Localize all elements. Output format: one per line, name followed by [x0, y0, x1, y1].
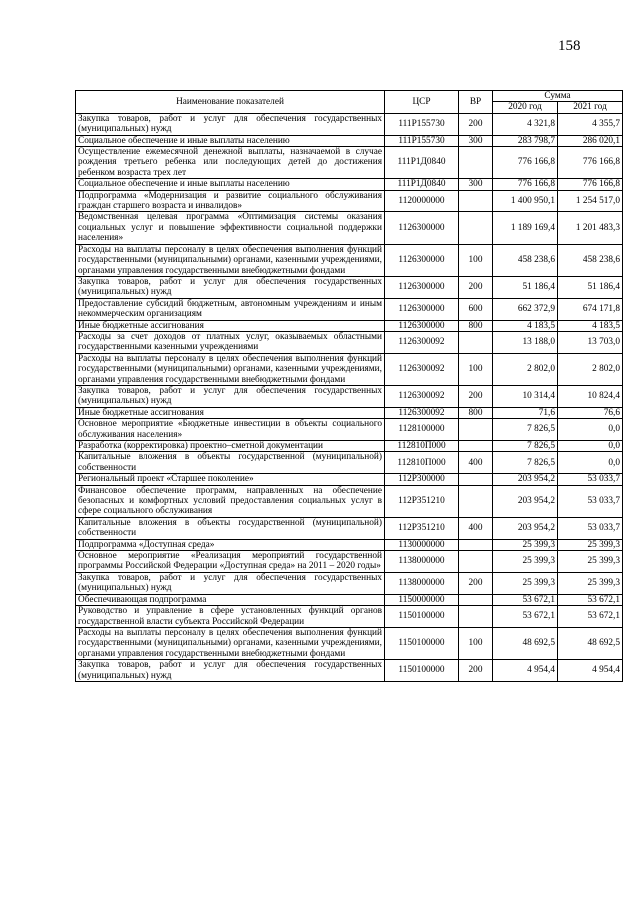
row-csr: 112P351210	[385, 517, 459, 539]
row-vr: 800	[459, 407, 493, 418]
header-csr: ЦСР	[385, 91, 459, 114]
table-row	[76, 147, 623, 179]
row-sum-2020: 7 826,5	[493, 441, 558, 452]
table-body	[76, 113, 623, 681]
row-sum-2021: 4 355,7	[558, 113, 623, 135]
header-year-2021: 2021 год	[558, 102, 623, 113]
table-row	[76, 385, 623, 407]
row-name: Расходы на выплаты персоналу в целях обеспечения выполнения функций государственными (муниципальными) органами, казенными учреждениями, органами управления государственными внебюджетными фондами	[76, 244, 385, 276]
row-sum-2021: 286 020,1	[558, 135, 623, 146]
row-name: Закупка товаров, работ и услуг для обеспечения государственных (муниципальных) нужд	[76, 385, 385, 407]
row-vr	[459, 419, 493, 441]
row-csr: 1126300092	[385, 353, 459, 385]
row-sum-2021: 674 171,8	[558, 298, 623, 320]
row-csr: 1150000000	[385, 594, 459, 605]
table-row	[76, 485, 623, 517]
row-sum-2021: 51 186,4	[558, 276, 623, 298]
table-row	[76, 474, 623, 485]
row-name: Иные бюджетные ассигнования	[76, 407, 385, 418]
row-name: Ведомственная целевая программа «Оптимизация системы оказания социальных услуг и повышение эффективности социальной поддержки населения»	[76, 212, 385, 244]
table-row	[76, 244, 623, 276]
row-sum-2020: 10 314,4	[493, 385, 558, 407]
row-sum-2020: 25 399,3	[493, 551, 558, 573]
table-row	[76, 606, 623, 628]
table-row	[76, 190, 623, 212]
row-sum-2021: 53 033,7	[558, 485, 623, 517]
row-vr	[459, 539, 493, 550]
row-csr: 1126300000	[385, 276, 459, 298]
table-row	[76, 353, 623, 385]
row-vr	[459, 594, 493, 605]
row-sum-2021: 0,0	[558, 441, 623, 452]
header-sum: Сумма	[493, 91, 623, 102]
row-name: Разработка (корректировка) проектно–сметной документации	[76, 441, 385, 452]
table-row	[76, 517, 623, 539]
row-vr	[459, 551, 493, 573]
row-name: Закупка товаров, работ и услуг для обеспечения государственных (муниципальных) нужд	[76, 660, 385, 682]
row-csr: 112810П000	[385, 441, 459, 452]
row-name: Закупка товаров, работ и услуг для обеспечения государственных (муниципальных) нужд	[76, 113, 385, 135]
header-name: Наименование показателей	[76, 91, 385, 114]
table-row	[76, 452, 623, 474]
table-row	[76, 441, 623, 452]
row-sum-2020: 203 954,2	[493, 474, 558, 485]
row-sum-2021: 2 802,0	[558, 353, 623, 385]
row-vr	[459, 606, 493, 628]
row-sum-2020: 4 183,5	[493, 320, 558, 331]
row-csr: 1128100000	[385, 419, 459, 441]
row-name: Закупка товаров, работ и услуг для обеспечения государственных (муниципальных) нужд	[76, 276, 385, 298]
row-vr: 200	[459, 113, 493, 135]
row-name: Региональный проект «Старшее поколение»	[76, 474, 385, 485]
row-csr: 112810П000	[385, 452, 459, 474]
row-sum-2021: 776 166,8	[558, 179, 623, 190]
row-csr: 1130000000	[385, 539, 459, 550]
row-vr	[459, 485, 493, 517]
row-sum-2020: 4 954,4	[493, 660, 558, 682]
table-row	[76, 298, 623, 320]
row-sum-2021: 53 033,7	[558, 474, 623, 485]
row-sum-2020: 13 188,0	[493, 331, 558, 353]
row-sum-2020: 48 692,5	[493, 627, 558, 659]
table-row	[76, 660, 623, 682]
row-csr: 1126300092	[385, 385, 459, 407]
row-csr: 1120000000	[385, 190, 459, 212]
row-sum-2021: 25 399,3	[558, 539, 623, 550]
table-row	[76, 594, 623, 605]
row-csr: 111P1Д0840	[385, 147, 459, 179]
row-sum-2020: 53 672,1	[493, 606, 558, 628]
row-vr	[459, 190, 493, 212]
row-csr: 1126300092	[385, 407, 459, 418]
row-vr	[459, 474, 493, 485]
row-sum-2021: 25 399,3	[558, 572, 623, 594]
row-vr: 200	[459, 572, 493, 594]
row-name: Иные бюджетные ассигнования	[76, 320, 385, 331]
row-sum-2021: 25 399,3	[558, 551, 623, 573]
row-vr	[459, 441, 493, 452]
row-csr: 1126300000	[385, 212, 459, 244]
table-row	[76, 212, 623, 244]
row-csr: 112P300000	[385, 474, 459, 485]
row-sum-2021: 458 238,6	[558, 244, 623, 276]
row-name: Обеспечивающая подпрограмма	[76, 594, 385, 605]
row-vr	[459, 147, 493, 179]
row-name: Финансовое обеспечение программ, направленных на обеспечение безопасных и комфортных условий предоставления социальных услуг в сфере социального обслуживания	[76, 485, 385, 517]
row-sum-2020: 203 954,2	[493, 485, 558, 517]
row-vr: 800	[459, 320, 493, 331]
row-name: Капитальные вложения в объекты государственной (муниципальной) собственности	[76, 452, 385, 474]
row-vr: 100	[459, 244, 493, 276]
row-csr: 111P155730	[385, 113, 459, 135]
row-sum-2020: 458 238,6	[493, 244, 558, 276]
row-sum-2021: 48 692,5	[558, 627, 623, 659]
row-vr: 100	[459, 353, 493, 385]
row-sum-2020: 53 672,1	[493, 594, 558, 605]
row-csr: 1126300000	[385, 298, 459, 320]
page-number: 158	[558, 38, 581, 54]
row-sum-2020: 776 166,8	[493, 179, 558, 190]
row-csr: 1138000000	[385, 572, 459, 594]
row-csr: 1150100000	[385, 660, 459, 682]
row-sum-2020: 1 400 950,1	[493, 190, 558, 212]
row-sum-2021: 13 703,0	[558, 331, 623, 353]
table-header	[76, 91, 623, 114]
row-sum-2020: 25 399,3	[493, 572, 558, 594]
row-sum-2020: 51 186,4	[493, 276, 558, 298]
row-sum-2020: 7 826,5	[493, 452, 558, 474]
row-vr: 300	[459, 135, 493, 146]
row-sum-2021: 53 672,1	[558, 594, 623, 605]
row-sum-2021: 0,0	[558, 452, 623, 474]
row-name: Капитальные вложения в объекты государственной (муниципальной) собственности	[76, 517, 385, 539]
row-sum-2020: 71,6	[493, 407, 558, 418]
row-name: Закупка товаров, работ и услуг для обеспечения государственных (муниципальных) нужд	[76, 572, 385, 594]
row-name: Подпрограмма «Доступная среда»	[76, 539, 385, 550]
row-sum-2021: 76,6	[558, 407, 623, 418]
row-name: Социальное обеспечение и иные выплаты населению	[76, 179, 385, 190]
row-csr: 1150100000	[385, 606, 459, 628]
row-sum-2021: 53 672,1	[558, 606, 623, 628]
row-vr	[459, 212, 493, 244]
row-sum-2020: 283 798,7	[493, 135, 558, 146]
row-csr: 1126300092	[385, 331, 459, 353]
row-name: Основное мероприятие «Реализация мероприятий государственной программы Российской Федерации «Доступная среда» на 2011 – 2020 годы»	[76, 551, 385, 573]
row-csr: 112P351210	[385, 485, 459, 517]
row-sum-2020: 25 399,3	[493, 539, 558, 550]
row-name: Руководство и управление в сфере установленных функций органов государственной власти субъекта Российской Федерации	[76, 606, 385, 628]
row-sum-2020: 7 826,5	[493, 419, 558, 441]
table-row	[76, 179, 623, 190]
row-vr: 100	[459, 627, 493, 659]
row-sum-2021: 0,0	[558, 419, 623, 441]
row-sum-2020: 4 321,8	[493, 113, 558, 135]
row-name: Основное мероприятие «Бюджетные инвестиции в объекты социального обслуживания населения»	[76, 419, 385, 441]
row-csr: 1126300000	[385, 244, 459, 276]
budget-table	[75, 90, 623, 682]
table-row	[76, 572, 623, 594]
table-row	[76, 320, 623, 331]
row-vr: 400	[459, 452, 493, 474]
row-csr: 111P155730	[385, 135, 459, 146]
row-name: Расходы на выплаты персоналу в целях обеспечения выполнения функций государственными (муниципальными) органами, казенными учреждениями, органами управления государственными внебюджетными фондами	[76, 627, 385, 659]
row-vr: 300	[459, 179, 493, 190]
row-sum-2020: 2 802,0	[493, 353, 558, 385]
row-csr: 1150100000	[385, 627, 459, 659]
row-csr: 1126300000	[385, 320, 459, 331]
row-name: Социальное обеспечение и иные выплаты населению	[76, 135, 385, 146]
row-sum-2021: 1 201 483,3	[558, 212, 623, 244]
table-row	[76, 627, 623, 659]
row-name: Осуществление ежемесячной денежной выплаты, назначаемой в случае рождения третьего ребенка или последующих детей до достижения ребенком возраста трех лет	[76, 147, 385, 179]
table-row	[76, 276, 623, 298]
table-row	[76, 551, 623, 573]
row-name: Предоставление субсидий бюджетным, автономным учреждениям и иным некоммерческим организациям	[76, 298, 385, 320]
table-row	[76, 419, 623, 441]
row-sum-2021: 776 166,8	[558, 147, 623, 179]
row-sum-2021: 4 954,4	[558, 660, 623, 682]
row-csr: 111P1Д0840	[385, 179, 459, 190]
row-csr: 1138000000	[385, 551, 459, 573]
table-row	[76, 539, 623, 550]
table-row	[76, 113, 623, 135]
row-vr	[459, 331, 493, 353]
row-name: Расходы на выплаты персоналу в целях обеспечения выполнения функций государственными (муниципальными) органами, казенными учреждениями, органами управления государственными внебюджетными фондами	[76, 353, 385, 385]
row-sum-2021: 4 183,5	[558, 320, 623, 331]
row-vr: 600	[459, 298, 493, 320]
row-sum-2020: 662 372,9	[493, 298, 558, 320]
row-vr: 200	[459, 385, 493, 407]
row-sum-2020: 1 189 169,4	[493, 212, 558, 244]
row-sum-2020: 203 954,2	[493, 517, 558, 539]
row-vr: 400	[459, 517, 493, 539]
row-sum-2021: 1 254 517,0	[558, 190, 623, 212]
table-row	[76, 331, 623, 353]
header-year-2020: 2020 год	[493, 102, 558, 113]
row-vr: 200	[459, 660, 493, 682]
table-row	[76, 135, 623, 146]
row-sum-2021: 10 824,4	[558, 385, 623, 407]
row-name: Расходы за счет доходов от платных услуг, оказываемых областными государственными казенными учреждениями	[76, 331, 385, 353]
row-sum-2021: 53 033,7	[558, 517, 623, 539]
table-row	[76, 407, 623, 418]
row-vr: 200	[459, 276, 493, 298]
row-sum-2020: 776 166,8	[493, 147, 558, 179]
row-name: Подпрограмма «Модернизация и развитие социального обслуживания граждан старшего возраста и инвалидов»	[76, 190, 385, 212]
header-vr: ВР	[459, 91, 493, 114]
